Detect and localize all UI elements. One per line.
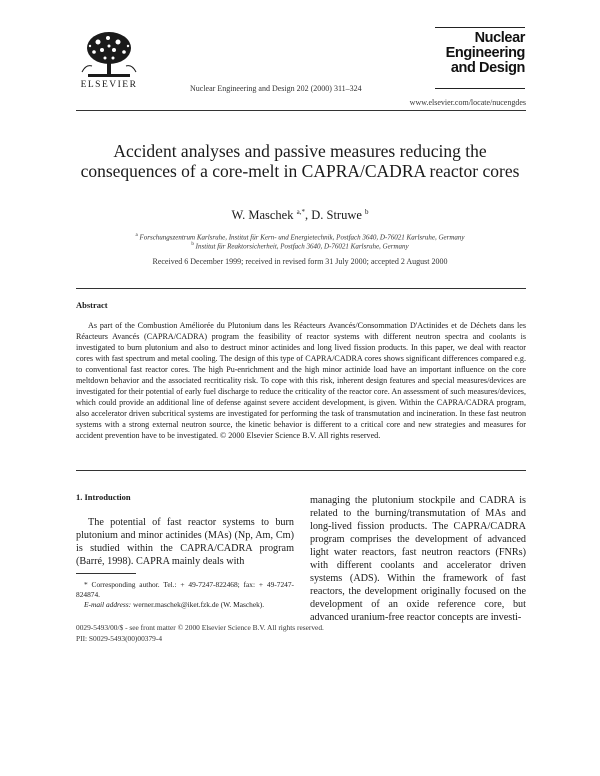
footnote-email bbox=[76, 600, 294, 610]
journal-logo-line-3: and Design bbox=[450, 60, 525, 76]
email-label: E-mail address: bbox=[84, 600, 132, 609]
header-divider bbox=[76, 110, 526, 111]
author-separator: , bbox=[304, 208, 312, 223]
section-heading: 1. Introduction bbox=[76, 492, 131, 502]
journal-url[interactable]: www.elsevier.com/locate/nucengdes bbox=[409, 98, 526, 107]
email-address[interactable]: werner.maschek@iket.fzk.de (W. Maschek). bbox=[133, 600, 265, 609]
affiliation-mark: b bbox=[191, 242, 194, 247]
abstract-divider bbox=[76, 470, 526, 471]
footnote-divider bbox=[76, 573, 136, 574]
author-name: W. Maschek bbox=[231, 208, 294, 223]
footnote-corresponding-author: * Corresponding author. Tel.: + 49-7247-822468; fax: + 49-7247-824874. bbox=[76, 580, 294, 599]
journal-logo-line-2: Engineering bbox=[445, 45, 525, 61]
author-affiliation-mark: b bbox=[365, 208, 369, 216]
affiliation bbox=[80, 242, 520, 250]
abstract-divider bbox=[76, 288, 526, 289]
affiliation-text: Forschungszentrum Karlsruhe, Institut für Kern- und Energietechnik, Postfach 3640, D-76021 Karlsruhe, Germany bbox=[139, 233, 465, 242]
affiliation-text: Institut für Reaktorsicherheit, Postfach 3640, D-76021 Karlsruhe, Germany bbox=[195, 242, 409, 251]
affiliation bbox=[80, 233, 520, 241]
intro-paragraph-left: The potential of fast reactor systems to burn plutonium and minor actinides (MAs) (Np, Am, Cm) is studied within the CAPRA/CADRA program (Barré, 1998). CAPRA mainly deals with bbox=[76, 517, 294, 567]
journal-citation: Nuclear Engineering and Design 202 (2000) 311–324 bbox=[190, 84, 362, 93]
affiliation-mark: a bbox=[135, 233, 138, 238]
publisher-name: ELSEVIER bbox=[80, 80, 138, 90]
abstract-heading: Abstract bbox=[76, 300, 108, 310]
abstract-text: As part of the Combustion Améliorée du Plutonium dans les Réacteurs Avancés/Consommation D'Actinides et de Déchets dans les Réacteurs Avancés (CAPRA/CADRA) program the feasibility of reactor systems with different neutron spectra and coolants is investigated to burn plutonium and also to destruct minor actinides and long lived fission products. In this paper, we deal with reactor cores with fast spectrum and metal cooling. The design of this type of CAPRA/CADRA cores shows significant differences compared e.g. to conventional fast reactor cores. The high Pu-enrichment and the high minor actinide load have an important influence on the core meltdown behavior and the associated recriticality risk. To cope with this risk, inherent design features and special measures/devices are investigated for their potential of early fuel discharge to reduce the criticality of the reactor core. An assessment of such measures/devices, which could provide an additional line of defense against severe accident development, is given. Within the CAPRA/CADRA program, also accelerator driven subcritical systems are investigated for performing the task of transmutation and incineration. In these fast neutron systems with a strong external neutron source, the kinetic behavior is different to a critical core and new strategies and measures for accident prevention have to be investigated. © 2000 Elsevier Science B.V. All rights reserved. bbox=[76, 321, 526, 440]
journal-logo-rule bbox=[435, 27, 525, 28]
intro-paragraph-right: managing the plutonium stockpile and CADRA is related to the burning/transmutation of MAs and long-lived fission products. The CAPRA/CADRA program comprises the development of advanced light water reactors, fast neutron reactors (FNRs) with different coolants and accelerator driven systems (ADS). Within the framework of fast reactors, the development originally focused on the development of an oxide reference core, but advanced uranium-free reactor concepts are investi- bbox=[310, 495, 526, 623]
front-matter-copyright: 0029-5493/00/$ - see front matter © 2000 Elsevier Science B.V. All rights reserved. bbox=[76, 623, 324, 632]
received-dates: Received 6 December 1999; received in revised form 31 July 2000; accepted 2 August 2000 bbox=[152, 257, 448, 266]
paper-title: Accident analyses and passive measures reducing the consequences of a core-melt in CAPRA/CADRA reactor cores bbox=[80, 141, 520, 181]
author-line bbox=[80, 208, 520, 223]
author-affiliation-mark: a,* bbox=[296, 208, 305, 216]
elsevier-tree-logo bbox=[78, 28, 140, 88]
pii-identifier: PII: S0029-5493(00)00379-4 bbox=[76, 634, 163, 643]
author-name: D. Struwe bbox=[311, 208, 362, 223]
journal-logo bbox=[435, 27, 525, 90]
journal-logo-line-1: Nuclear bbox=[474, 30, 525, 46]
journal-logo-rule bbox=[435, 88, 525, 89]
